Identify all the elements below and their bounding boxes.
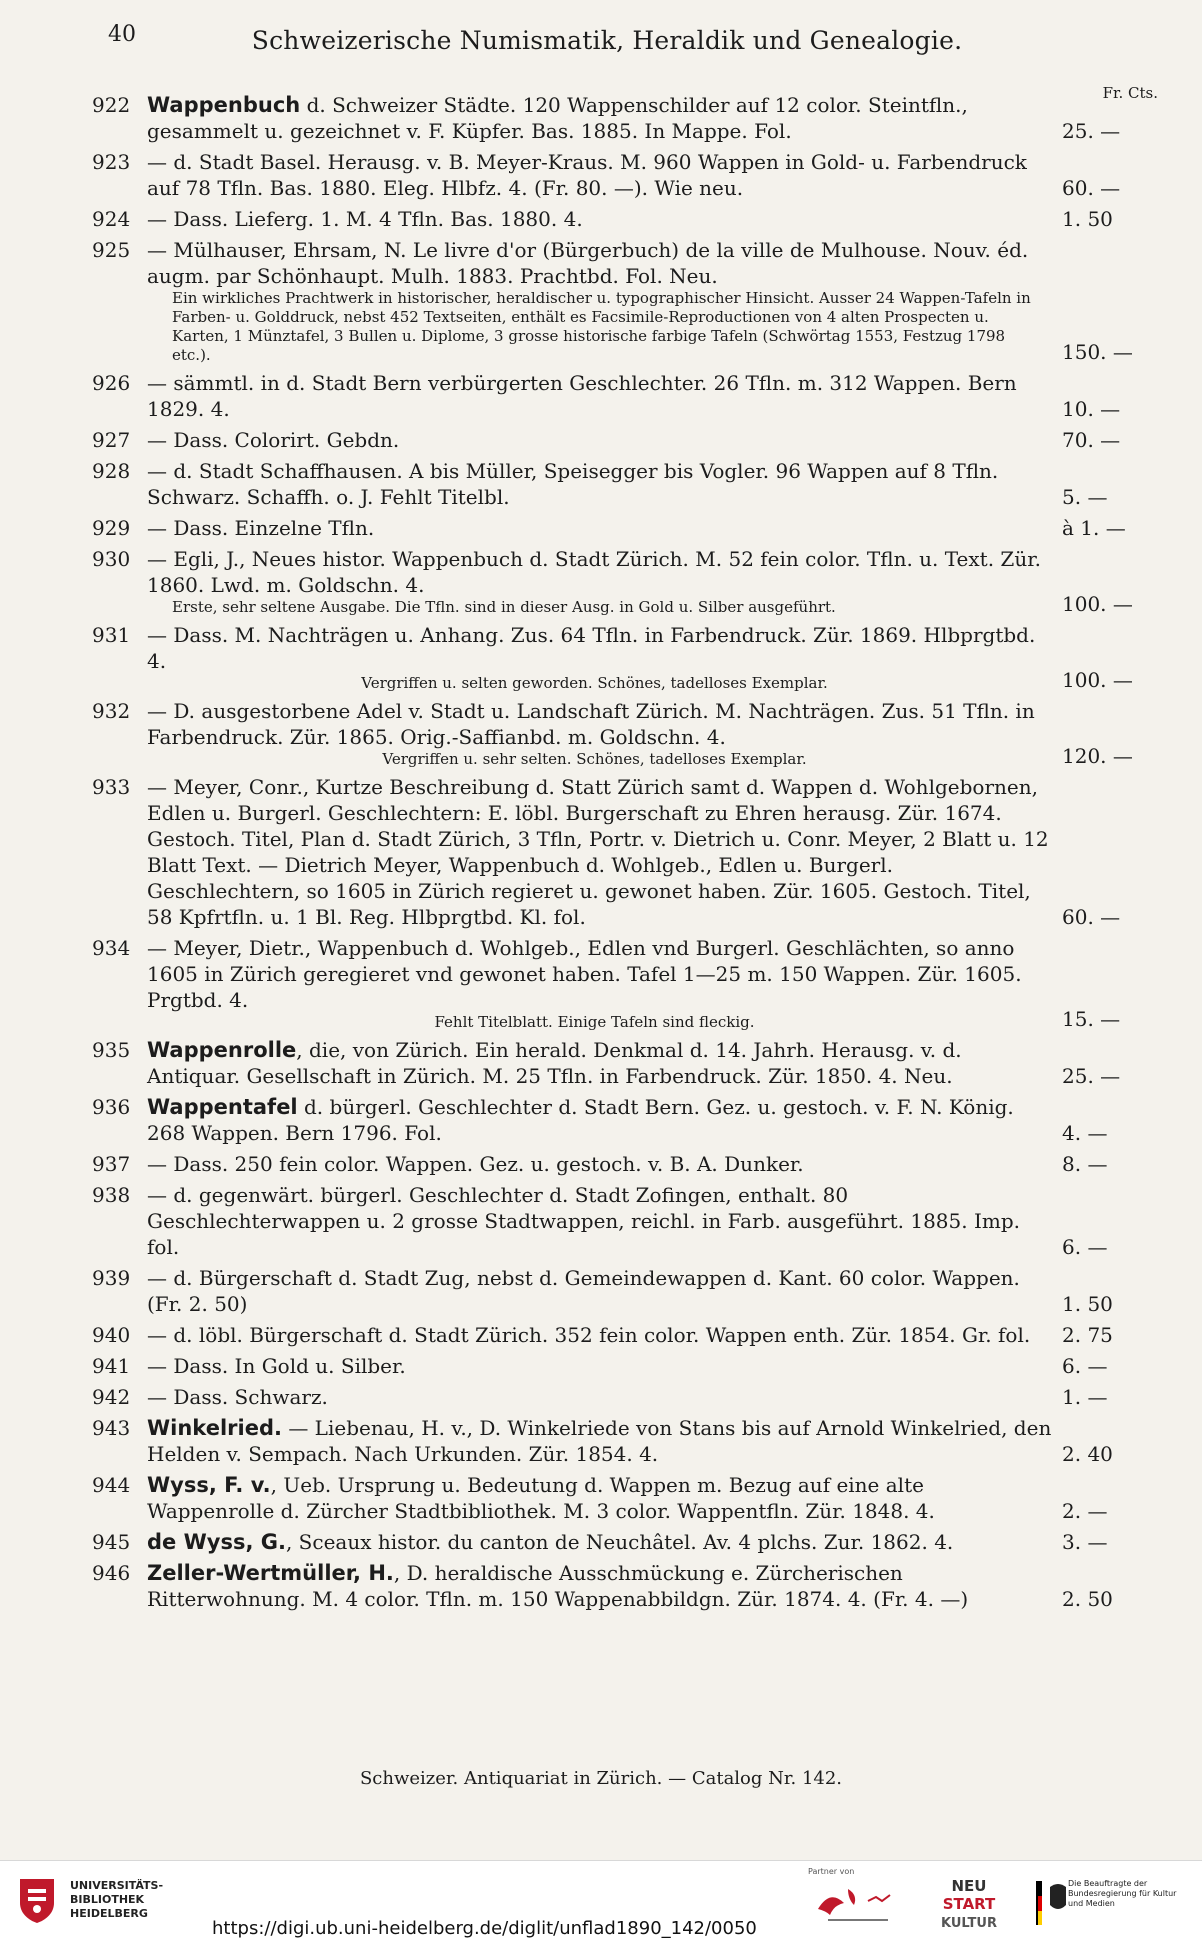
entry-description: — d. Bürgerschaft d. Stadt Zug, nebst d. Gemeindewappen d. Kant. 60 color. Wappen. (Fr. 2. 50) <box>147 1266 1020 1316</box>
catalog-entry <box>92 1151 1162 1177</box>
entry-note: Vergriffen u. sehr selten. Schönes, tadelloses Exemplar. <box>382 750 807 768</box>
entry-note: Vergriffen u. selten geworden. Schönes, tadelloses Exemplar. <box>361 674 828 692</box>
catalog-entry <box>92 1265 1162 1317</box>
entry-text <box>147 1265 1052 1317</box>
catalog-entry <box>92 427 1162 453</box>
entry-text <box>147 149 1052 201</box>
entry-note: Fehlt Titelblatt. Einige Tafeln sind fleckig. <box>434 1013 755 1031</box>
entry-note: Ein wirkliches Prachtwerk in historischer, heraldischer u. typographischer Hinsicht. Ausser 24 Wappen-Tafeln in Farben- u. Golddruck, nebst 452 Textseiten, enthält es Facsimile-Reproductionen von 4 alten Prospecten u. Karten, 1 Münztafel, 3 Bullen u. Diplome, 3 grosse historische farbige Tafeln (Schwörtag 1553, Festzug 1798 etc.). <box>172 289 1031 364</box>
entry-text <box>147 698 1052 750</box>
catalog-entry <box>92 149 1162 201</box>
catalog-entry <box>92 1094 1162 1146</box>
entry-text <box>147 92 1052 144</box>
entry-text <box>147 458 1052 510</box>
neustart-kultur-logo-icon <box>934 1871 1004 1935</box>
entry-description: — Meyer, Dietr., Wappenbuch d. Wohlgeb., Edlen vnd Burgerl. Geschlächten, so anno 1605 in Zürich geregieret vnd gewonet haben. Tafel 1—25 m. 150 Wappen. Zür. 1605. Prgtbd. 4. <box>147 936 1022 1012</box>
entry-description: — d. löbl. Bürgerschaft d. Stadt Zürich. 352 fein color. Wappen enth. Zür. 1854. Gr. fol. <box>147 1323 1031 1347</box>
catalog-entry <box>92 1415 1162 1467</box>
entry-text <box>147 1415 1052 1467</box>
entry-price: 8. — <box>1062 1152 1108 1176</box>
entry-price: 2. — <box>1062 1499 1108 1523</box>
entry-price: 1. 50 <box>1062 207 1113 231</box>
entry-text <box>147 1182 1052 1260</box>
entry-description: d. Schweizer Städte. 120 Wappenschilder auf 12 color. Steintfln., gesammelt u. gezeichnet v. F. Küpfer. Bas. 1885. In Mappe. Fol. <box>147 93 968 143</box>
entry-description: — d. gegenwärt. bürgerl. Geschlechter d. Stadt Zofingen, enthalt. 80 Geschlechterwappen u. 2 grosse Stadtwappen, reichl. in Farb. ausgeführt. 1885. Imp. fol. <box>147 1183 1020 1259</box>
page-header <box>108 22 1106 62</box>
entry-price: 70. — <box>1062 428 1121 452</box>
entry-description: , Ueb. Ursprung u. Bedeutung d. Wappen m. Bezug auf eine alte Wappenrolle d. Zürcher Stadtbibliothek. M. 3 color. Wappentfln. Zür. 1848. 4. <box>147 1473 935 1523</box>
catalog-entry <box>92 206 1162 232</box>
entry-text <box>147 774 1052 930</box>
catalog-entry <box>92 1560 1162 1612</box>
entry-number: 939 <box>92 1266 131 1290</box>
entry-description: — Egli, J., Neues histor. Wappenbuch d. Stadt Zürich. M. 52 fein color. Tfln. u. Text. Zür. 1860. Lwd. m. Goldschn. 4. <box>147 547 1041 597</box>
catalog-entry <box>92 370 1162 422</box>
entry-price: 2. 75 <box>1062 1323 1113 1347</box>
svg-text:START: START <box>942 1895 996 1913</box>
entry-number: 924 <box>92 207 131 231</box>
entry-description: — Dass. Einzelne Tfln. <box>147 516 375 540</box>
entry-number: 937 <box>92 1152 131 1176</box>
entry-description: — Dass. Colorirt. Gebdn. <box>147 428 400 452</box>
entry-text <box>147 1151 1052 1177</box>
catalog-entry <box>92 1384 1162 1410</box>
entry-price: 6. — <box>1062 1235 1108 1259</box>
catalog-entry <box>92 1529 1162 1555</box>
catalog-entry <box>92 935 1162 1032</box>
entry-text <box>147 1529 1052 1555</box>
entry-text <box>147 237 1052 289</box>
entry-note: Erste, sehr seltene Ausgabe. Die Tfln. sind in dieser Ausg. in Gold u. Silber ausgeführt. <box>172 598 836 616</box>
entry-text <box>147 1472 1052 1524</box>
entry-price: 120. — <box>1062 744 1133 768</box>
entry-number: 932 <box>92 699 131 723</box>
entry-text <box>147 1384 1052 1410</box>
entry-headword: Wappenrolle <box>147 1038 297 1062</box>
entry-headword: Wyss, F. v. <box>147 1473 271 1497</box>
catalog-entry <box>92 92 1162 144</box>
entry-price: 4. — <box>1062 1121 1108 1145</box>
entry-price: 1. — <box>1062 1385 1108 1409</box>
catalog-entry <box>92 515 1162 541</box>
entry-number: 933 <box>92 775 131 799</box>
entry-number: 931 <box>92 623 131 647</box>
page-footer: Schweizer. Antiquariat in Zürich. — Catalog Nr. 142. <box>359 1768 843 1789</box>
entry-price: 25. — <box>1062 119 1121 143</box>
entry-number: 943 <box>92 1416 131 1440</box>
entry-text <box>147 935 1052 1013</box>
entry-text <box>147 1353 1052 1379</box>
entry-number: 941 <box>92 1354 131 1378</box>
entry-price: 2. 40 <box>1062 1442 1113 1466</box>
partner-label: Partner von <box>808 1867 855 1876</box>
svg-text:NEU: NEU <box>951 1877 987 1895</box>
entry-price: 6. — <box>1062 1354 1108 1378</box>
entry-description: — Mülhauser, Ehrsam, N. Le livre d'or (Bürgerbuch) de la ville de Mulhouse. Nouv. éd. augm. par Schönhaupt. Mulh. 1883. Prachtbd. Fol. Neu. <box>147 238 1029 288</box>
entry-number: 922 <box>92 93 131 117</box>
page-number: 40 <box>108 22 136 47</box>
catalog-entry <box>92 1472 1162 1524</box>
catalog-entry <box>92 1182 1162 1260</box>
catalog-entries <box>92 92 1162 1617</box>
entry-number: 938 <box>92 1183 131 1207</box>
entry-price: 10. — <box>1062 397 1121 421</box>
bkm-label: Die Beauftragte der Bundesregierung für Kultur und Medien <box>1068 1879 1177 1908</box>
entry-price: 60. — <box>1062 176 1121 200</box>
entry-text <box>147 1094 1052 1146</box>
entry-price: 100. — <box>1062 592 1133 616</box>
partner-bird-logo-icon <box>808 1879 904 1927</box>
entry-text <box>147 427 1052 453</box>
catalog-entry <box>92 546 1162 617</box>
catalog-entry <box>92 698 1162 769</box>
viewer-bottom-bar <box>0 1860 1202 1949</box>
entry-text <box>147 1322 1052 1348</box>
entry-price: 25. — <box>1062 1064 1121 1088</box>
entry-price: 3. — <box>1062 1530 1108 1554</box>
entry-price: 1. 50 <box>1062 1292 1113 1316</box>
entry-description: d. bürgerl. Geschlechter d. Stadt Bern. Gez. u. gestoch. v. F. N. König. 268 Wappen. Bern 1796. Fol. <box>147 1095 1014 1145</box>
entry-number: 929 <box>92 516 131 540</box>
university-name: UNIVERSITÄTS- BIBLIOTHEK HEIDELBERG <box>70 1879 164 1920</box>
entry-headword: Winkelried. <box>147 1416 282 1440</box>
svg-text:KULTUR: KULTUR <box>941 1916 997 1931</box>
catalog-entry <box>92 237 1162 365</box>
entry-number: 936 <box>92 1095 131 1119</box>
entry-price: à 1. — <box>1062 516 1126 540</box>
entry-description: , D. heraldische Ausschmückung e. Zürcherischen Ritterwohnung. M. 4 color. Tfln. m. 150 Wappenabbildgn. Zür. 1874. 4. (Fr. 4. —) <box>147 1561 969 1611</box>
entry-description: — Liebenau, H. v., D. Winkelriede von Stans bis auf Arnold Winkelried, den Helden v. Sempach. Nach Urkunden. Zür. 1854. 4. <box>147 1416 1052 1466</box>
entry-description: — Dass. In Gold u. Silber. <box>147 1354 406 1378</box>
catalog-entry <box>92 458 1162 510</box>
entry-description: — sämmtl. in d. Stadt Bern verbürgerten Geschlechter. 26 Tfln. m. 312 Wappen. Bern 1829. 4. <box>147 371 1017 421</box>
entry-description: , Sceaux histor. du canton de Neuchâtel. Av. 4 plchs. Zur. 1862. 4. <box>285 1530 954 1554</box>
entry-price: 15. — <box>1062 1007 1121 1031</box>
entry-number: 923 <box>92 150 131 174</box>
entry-price: 60. — <box>1062 905 1121 929</box>
catalog-entry <box>92 774 1162 930</box>
entry-description: , die, von Zürich. Ein herald. Denkmal d. 14. Jahrh. Herausg. v. d. Antiquar. Gesellschaft in Zürich. M. 25 Tfln. in Farbendruck. Zür. 1850. 4. Neu. <box>147 1038 962 1088</box>
entry-number: 935 <box>92 1038 131 1062</box>
entry-text <box>147 515 1052 541</box>
entry-price: 2. 50 <box>1062 1587 1113 1611</box>
catalog-entry <box>92 1322 1162 1348</box>
entry-number: 927 <box>92 428 131 452</box>
entry-price: 5. — <box>1062 485 1108 509</box>
entry-description: — d. Stadt Schaffhausen. A bis Müller, Speisegger bis Vogler. 96 Wappen auf 8 Tfln. Schwarz. Schaffh. o. J. Fehlt Titelbl. <box>147 459 999 509</box>
entry-number: 934 <box>92 936 131 960</box>
entry-number: 946 <box>92 1561 131 1585</box>
document-url-link[interactable]: https://digi.ub.uni-heidelberg.de/diglit/unflad1890_142/0050 <box>212 1918 757 1939</box>
catalog-entry <box>92 622 1162 693</box>
entry-number: 930 <box>92 547 131 571</box>
catalog-entry <box>92 1037 1162 1089</box>
entry-number: 945 <box>92 1530 131 1554</box>
entry-description: — Dass. M. Nachträgen u. Anhang. Zus. 64 Tfln. in Farbendruck. Zür. 1869. Hlbprgtbd. 4. <box>147 623 1036 673</box>
entry-price: 150. — <box>1062 340 1133 364</box>
entry-description: — d. Stadt Basel. Herausg. v. B. Meyer-Kraus. M. 960 Wappen in Gold- u. Farbendruck auf 78 Tfln. Bas. 1880. Eleg. Hlbfz. 4. (Fr. 80. —). Wie neu. <box>147 150 1027 200</box>
university-seal-icon <box>14 1875 60 1925</box>
entry-text <box>147 622 1052 674</box>
entry-number: 940 <box>92 1323 131 1347</box>
entry-number: 942 <box>92 1385 131 1409</box>
entry-headword: Wappenbuch <box>147 93 301 117</box>
entry-description: — Dass. Lieferg. 1. M. 4 Tfln. Bas. 1880. 4. <box>147 207 583 231</box>
entry-headword: Wappentafel <box>147 1095 298 1119</box>
entry-number: 925 <box>92 238 131 262</box>
running-title: Schweizerische Numismatik, Heraldik und Genealogie. <box>251 26 963 55</box>
entry-text <box>147 1037 1052 1089</box>
entry-description: — Dass. 250 fein color. Wappen. Gez. u. gestoch. v. B. A. Dunker. <box>147 1152 804 1176</box>
entry-text <box>147 370 1052 422</box>
catalog-entry <box>92 1353 1162 1379</box>
entry-price: 100. — <box>1062 668 1133 692</box>
entry-text <box>147 1560 1052 1612</box>
entry-number: 944 <box>92 1473 131 1497</box>
entry-number: 928 <box>92 459 131 483</box>
entry-number: 926 <box>92 371 131 395</box>
entry-description: — Dass. Schwarz. <box>147 1385 328 1409</box>
entry-headword: de Wyss, G. <box>147 1530 286 1554</box>
entry-text <box>147 546 1052 598</box>
entry-description: — Meyer, Conr., Kurtze Beschreibung d. Statt Zürich samt d. Wappen d. Wohlgebornen, Edlen u. Burgerl. Geschlechtern: E. löbl. Burgerschaft zu Ehren herausg. Zür. 1674. Gestoch. Titel, Plan d. Stadt Zürich, 3 Tfln, Portr. v. Dietrich u. Conr. Meyer, 2 Blatt u. 12 Blatt Text. — Dietrich Meyer, Wappenbuch d. Wohlgeb., Edlen u. Burgerl. Geschlechtern, so 1605 in Zürich regieret u. gewonet haben. Zür. 1605. Gestoch. Titel, 58 Kpfrtfln. u. 1 Bl. Reg. Hlbprgtbd. Kl. fol. <box>147 775 1049 929</box>
entry-headword: Zeller-Wertmüller, H. <box>147 1561 394 1585</box>
price-column-label: Fr. Cts. <box>1102 84 1158 102</box>
entry-description: — D. ausgestorbene Adel v. Stadt u. Landschaft Zürich. M. Nachträgen. Zus. 51 Tfln. in Farbendruck. Zür. 1865. Orig.-Saffianbd. m. Goldschn. 4. <box>147 699 1035 749</box>
entry-text <box>147 206 1052 232</box>
